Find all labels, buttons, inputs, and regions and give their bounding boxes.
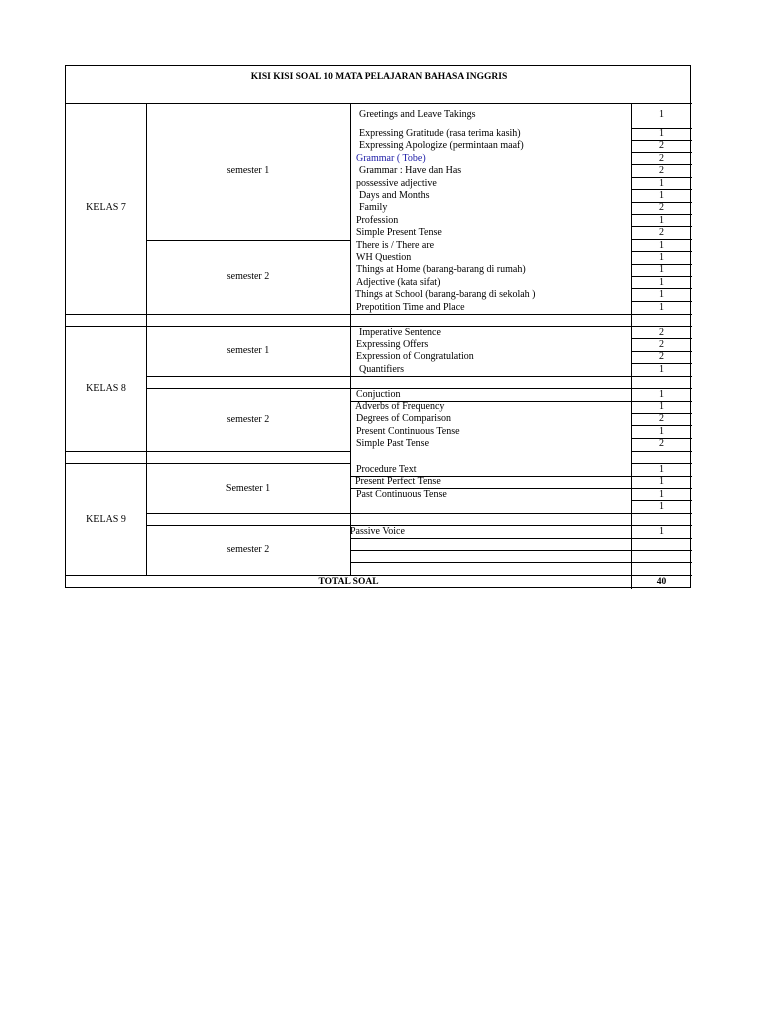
grid-line	[350, 103, 351, 575]
topic-cell: Simple Present Tense	[356, 227, 442, 238]
topic-cell: Expression of Congratulation	[356, 351, 474, 362]
kelas-label: KELAS 9	[86, 514, 126, 525]
topic-cell: Days and Months	[359, 190, 430, 201]
total-label: TOTAL SOAL	[318, 577, 379, 587]
count-cell: 1	[659, 190, 664, 201]
count-cell: 1	[659, 252, 664, 263]
topic-cell: Expressing Apologize (permintaan maaf)	[359, 140, 524, 151]
topic-cell: There is / There are	[356, 240, 435, 251]
topic-cell: Degrees of Comparison	[356, 413, 451, 424]
semester-label: semester 1	[226, 165, 270, 176]
topic-cell: Past Continuous Tense	[356, 489, 447, 500]
count-cell: 2	[659, 351, 664, 362]
grid-line	[350, 550, 692, 551]
count-cell: 1	[659, 178, 664, 189]
topic-cell: Greetings and Leave Takings	[359, 109, 476, 120]
semester-label: semester 1	[226, 345, 270, 356]
grid-line	[146, 525, 692, 526]
grid-line	[350, 538, 692, 539]
count-cell: 1	[659, 426, 664, 437]
semester-label: semester 2	[226, 544, 270, 555]
grid-line	[146, 388, 692, 389]
grid-line	[146, 513, 692, 514]
kelas-label: KELAS 8	[86, 383, 126, 394]
count-cell: 1	[659, 401, 664, 412]
count-cell: 1	[659, 240, 664, 251]
count-cell: 1	[659, 109, 664, 120]
topic-cell: Adverbs of Frequency	[355, 401, 445, 412]
count-cell: 1	[659, 364, 664, 375]
grid-line	[66, 314, 692, 315]
count-cell: 2	[659, 153, 664, 164]
count-cell: 1	[659, 464, 664, 475]
topic-cell: Present Continuous Tense	[356, 426, 460, 437]
count-cell: 2	[659, 165, 664, 176]
total-value: 40	[656, 577, 667, 587]
topic-cell: Profession	[356, 215, 399, 226]
topic-cell: Present Perfect Tense	[355, 476, 441, 487]
count-cell: 2	[659, 202, 664, 213]
count-cell: 1	[659, 501, 664, 512]
count-cell: 2	[659, 413, 664, 424]
topic-cell: Expressing Offers	[356, 339, 429, 350]
topic-cell: Passive Voice	[350, 526, 405, 537]
title-divider	[66, 103, 692, 104]
topic-cell: Quantifiers	[359, 364, 404, 375]
count-cell: 1	[659, 489, 664, 500]
topic-cell: Family	[359, 202, 388, 213]
kisi-kisi-table	[65, 65, 691, 588]
count-cell: 1	[659, 215, 664, 226]
topic-cell: Conjuction	[356, 389, 401, 400]
grid-line	[146, 376, 692, 377]
count-cell: 2	[659, 339, 664, 350]
kelas-label: KELAS 7	[86, 202, 126, 213]
count-cell: 2	[659, 140, 664, 151]
topic-cell: Imperative Sentence	[359, 327, 441, 338]
topic-cell: Things at School (barang-barang di sekolah )	[355, 289, 536, 300]
grid-line	[66, 463, 350, 464]
count-cell: 1	[659, 289, 664, 300]
semester-label: semester 2	[226, 414, 270, 425]
count-cell: 1	[659, 128, 664, 139]
grid-line	[631, 451, 692, 452]
count-cell: 2	[659, 327, 664, 338]
count-cell: 1	[659, 476, 664, 487]
topic-cell: WH Question	[356, 252, 412, 263]
count-cell: 1	[659, 277, 664, 288]
semester-label: semester 2	[226, 271, 270, 282]
count-cell: 1	[659, 264, 664, 275]
topic-cell: Grammar : Have dan Has	[359, 165, 462, 176]
semester-label: Semester 1	[225, 483, 271, 494]
table-title: KISI KISI SOAL 10 MATA PELAJARAN BAHASA INGGRIS	[250, 72, 508, 82]
count-cell: 2	[659, 438, 664, 449]
topic-cell: Adjective (kata sifat)	[356, 277, 441, 288]
topic-cell: Grammar ( Tobe)	[356, 153, 426, 164]
count-cell: 1	[659, 302, 664, 313]
grid-line	[350, 562, 692, 563]
topic-cell: Things at Home (barang-barang di rumah)	[356, 264, 526, 275]
grid-line	[146, 240, 350, 241]
count-cell: 1	[659, 389, 664, 400]
topic-cell: Expressing Gratitude (rasa terima kasih)	[359, 128, 521, 139]
topic-cell: Simple Past Tense	[356, 438, 430, 449]
topic-cell: possessive adjective	[356, 178, 437, 189]
count-cell: 1	[659, 526, 664, 537]
topic-cell: Prepotition Time and Place	[356, 302, 465, 313]
topic-cell: Procedure Text	[356, 464, 417, 475]
grid-line	[66, 451, 350, 452]
count-cell: 2	[659, 227, 664, 238]
